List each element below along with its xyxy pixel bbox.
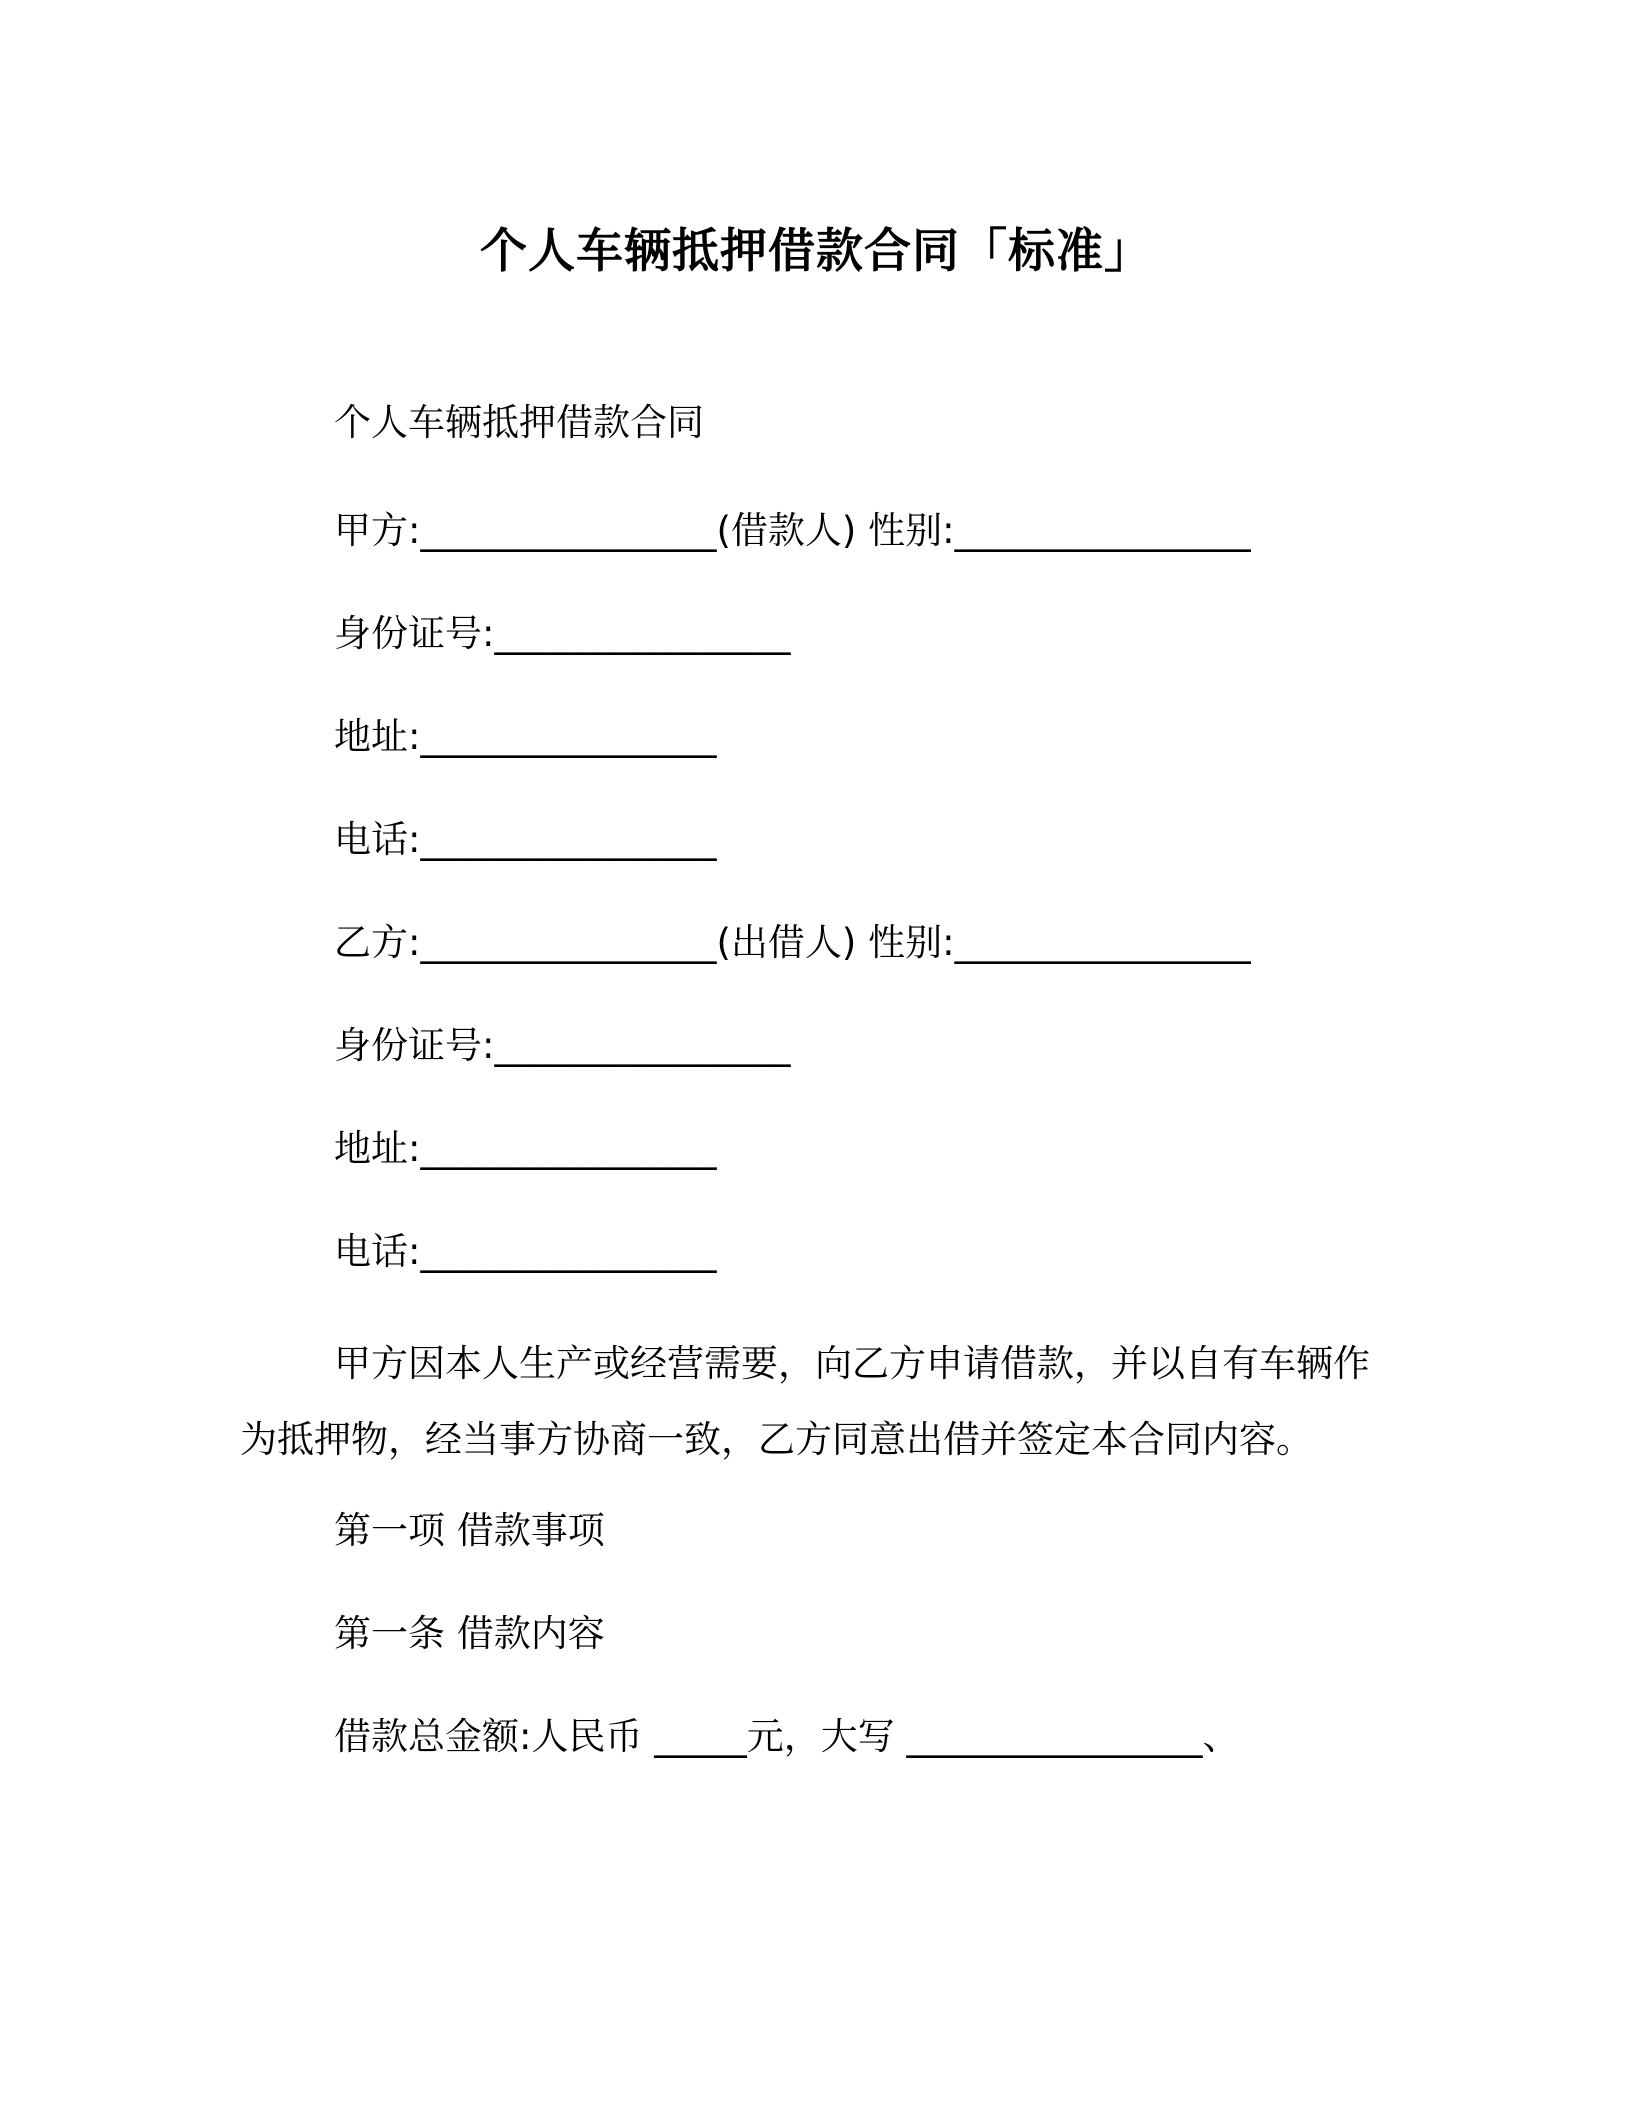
party-b-address-line: 地址:________________ [334,1127,717,1170]
party-b-id-line: 身份证号:________________ [334,1024,791,1067]
contract-subtitle: 个人车辆抵押借款合同 [334,401,704,444]
party-a-address-line: 地址:________________ [334,715,717,758]
document-title: 个人车辆抵押借款合同「标准」 [480,224,1152,279]
intro-paragraph [240,1326,1400,1478]
party-a-phone-line: 电话:________________ [334,818,717,861]
section-1-heading: 第一项 借款事项 [334,1509,605,1552]
party-b-name-line: 乙方:________________(出借人) 性别:________________ [334,921,1251,964]
party-a-id-line: 身份证号:________________ [334,612,791,655]
party-a-name-line: 甲方:________________(借款人) 性别:________________ [334,509,1251,552]
intro-paragraph-text: 甲方因本人生产或经营需要，向乙方申请借款，并以自有车辆作为抵押物，经当事方协商一致，乙方同意出借并签定本合同内容。 [240,1342,1370,1461]
party-b-phone-line: 电话:________________ [334,1230,717,1273]
loan-amount-line: 借款总金额:人民币 _____元，大写 ________________、 [334,1715,1240,1758]
article-1-heading: 第一条 借款内容 [334,1612,605,1655]
